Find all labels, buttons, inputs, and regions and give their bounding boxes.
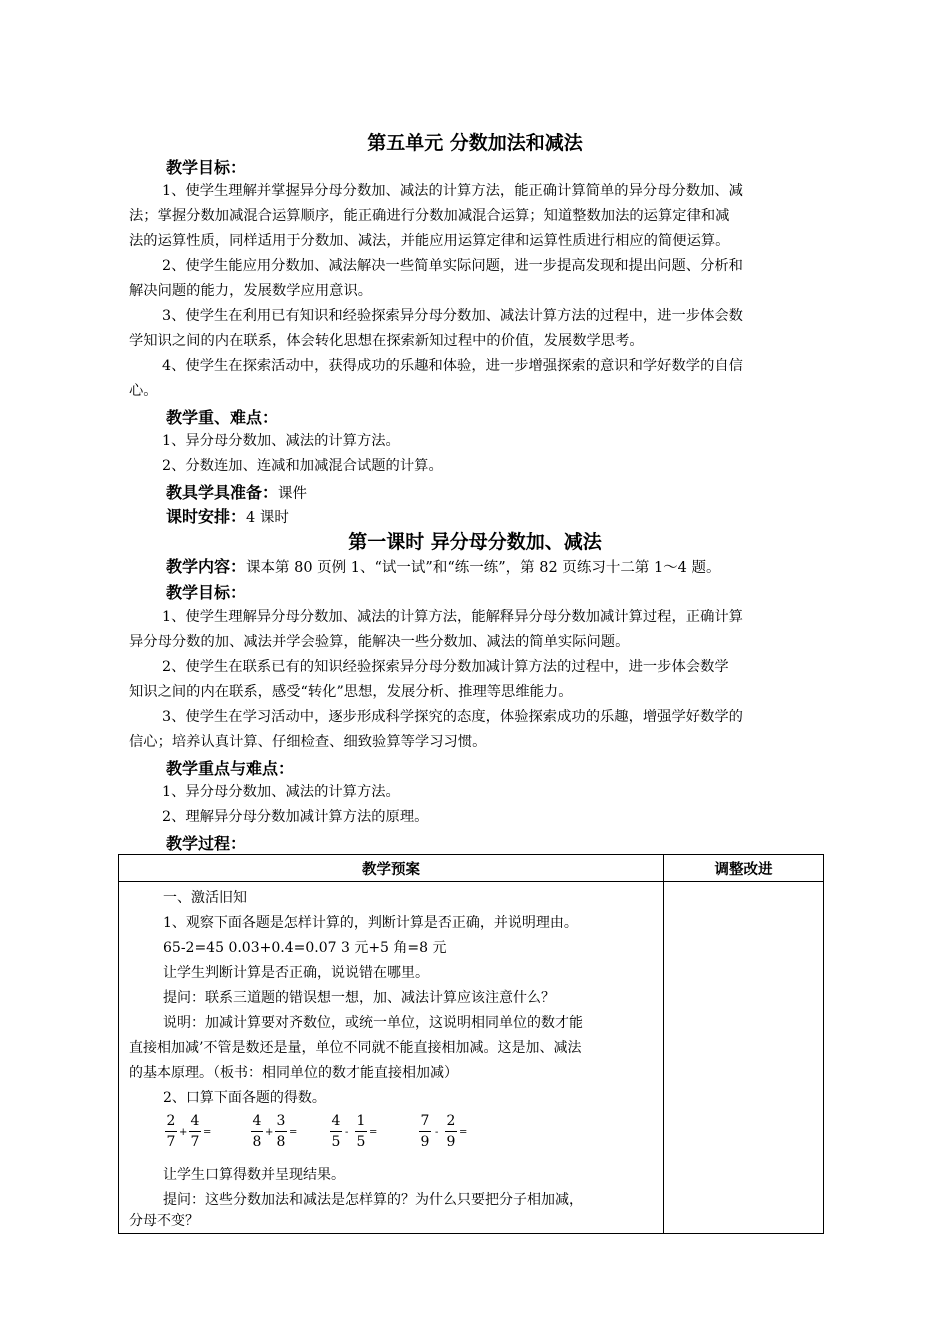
- lesson-key-point-2: 2、理解异分母分数加减计算方法的原理。: [162, 809, 429, 825]
- col-header-plan: 教学预案: [119, 855, 664, 882]
- plan-line: 直接相加减’不管是数还是量，单位不同就不能直接相加减。这是加、减法: [129, 1040, 582, 1056]
- tools-line: 教具学具准备：课件: [166, 483, 308, 502]
- goal-1-line-3: 法的运算性质，同样适用于分数加、减法，并能应用运算定律和运算性质进行相应的简便运算。: [129, 233, 730, 249]
- goal-4-line-2: 心。: [129, 383, 158, 399]
- goal-1-line-1: 1、使学生理解并掌握异分母分数加、减法的计算方法，能正确计算简单的异分母分数加、减: [162, 183, 743, 199]
- col-header-adjust: 调整改进: [664, 855, 824, 882]
- plan-line: 说明：加减计算要对齐数位，或统一单位，这说明相同单位的数才能: [163, 1015, 583, 1031]
- goals-heading: 教学目标：: [166, 158, 247, 177]
- plan-line: 1、观察下面各题是怎样计算的，判断计算是否正确，并说明理由。: [163, 915, 578, 931]
- key-heading: 教学重、难点：: [166, 408, 279, 427]
- lesson-goal-3-line-2: 信心；培养认真计算、仔细检查、细致验算等学习习惯。: [129, 734, 487, 750]
- plan-line: 65-2=45 0.03+0.4=0.07 3 元+5 角=8 元: [163, 940, 447, 956]
- process-heading: 教学过程：: [166, 834, 247, 853]
- lesson-goal-2-line-1: 2、使学生在联系已有的知识经验探索异分母分数加减计算方法的过程中，进一步体会数学: [162, 659, 729, 675]
- plan-line: 2、口算下面各题的得数。: [163, 1090, 326, 1106]
- lesson-goal-1-line-1: 1、使学生理解异分母分数加、减法的计算方法，能解释异分母分数加减计算过程，正确计算: [162, 609, 743, 625]
- lesson-goal-1-line-2: 异分母分数的加、减法并学会验算，能解决一些分数加、减法的简单实际问题。: [129, 634, 630, 650]
- lesson-title: 第一课时 异分母分数加、减法: [348, 531, 602, 553]
- equals-sign: =: [459, 1127, 468, 1138]
- equals-sign: =: [369, 1127, 378, 1138]
- operator: +: [265, 1127, 274, 1138]
- plan-line: 的基本原理。（板书：相同单位的数才能直接相加减）: [129, 1065, 458, 1081]
- lesson-key-heading: 教学重点与难点：: [166, 759, 295, 778]
- operator: +: [179, 1127, 188, 1138]
- equals-sign: =: [289, 1127, 298, 1138]
- goal-1-line-2: 法；掌握分数加减混合运算顺序，能正确进行分数加减混合运算；知道整数加法的运算定律和减: [129, 208, 730, 224]
- goal-2-line-1: 2、使学生能应用分数加、减法解决一些简单实际问题，进一步提高发现和提出问题、分析和: [162, 258, 743, 274]
- fraction: 3 8: [276, 1113, 286, 1150]
- lesson-goal-3-line-1: 3、使学生在学习活动中，逐步形成科学探究的态度，体验探索成功的乐趣，增强学好数学的: [162, 709, 743, 725]
- adjust-cell: [664, 882, 824, 1234]
- plan-line: 提问：联系三道题的错误想一想，加、减法计算应该注意什么？: [163, 990, 555, 1006]
- operator: -: [345, 1127, 349, 1138]
- goal-3-line-1: 3、使学生在利用已有知识和经验探索异分母分数加、减法计算方法的过程中，进一步体会数: [162, 308, 743, 324]
- goal-4-line-1: 4、使学生在探索活动中，获得成功的乐趣和体验，进一步增强探索的意识和学好数学的自信: [162, 358, 743, 374]
- plan-line: 让学生判断计算是否正确，说说错在哪里。: [163, 965, 429, 981]
- fraction: 2 7: [166, 1113, 176, 1150]
- fraction: 2 9: [446, 1113, 456, 1150]
- fraction: 4 8: [252, 1113, 262, 1150]
- goal-2-line-2: 解决问题的能力，发展数学应用意识。: [129, 283, 373, 299]
- key-point-1: 1、异分母分数加、减法的计算方法。: [162, 433, 400, 449]
- goal-3-line-2: 学知识之间的内在联系，体会转化思想在探索新知过程中的价值，发展数学思考。: [129, 333, 644, 349]
- plan-line: 一、激活旧知: [163, 890, 247, 906]
- plan-cell: [119, 882, 664, 1234]
- plan-line: 让学生口算得数并呈现结果。: [163, 1167, 345, 1183]
- fraction: 4 5: [331, 1113, 341, 1150]
- fraction: 4 7: [190, 1113, 200, 1150]
- unit-title: 第五单元 分数加法和减法: [367, 132, 583, 154]
- lesson-goal-2-line-2: 知识之间的内在联系，感受“转化”思想，发展分析、推理等思维能力。: [129, 684, 573, 700]
- process-table: [118, 854, 824, 1234]
- equals-sign: =: [203, 1127, 212, 1138]
- lesson-key-point-1: 1、异分母分数加、减法的计算方法。: [162, 784, 400, 800]
- plan-line: 提问：这些分数加法和减法是怎样算的？为什么只要把分子相加减，: [163, 1192, 583, 1208]
- fraction: 7 9: [420, 1113, 430, 1150]
- lesson-goals-heading: 教学目标：: [166, 583, 247, 602]
- content-line: 教学内容：课本第 80 页例 1、“试一试”和“练一练”，第 82 页练习十二第 1～4 题。: [166, 557, 721, 576]
- plan-line: 分母不变？: [129, 1213, 199, 1229]
- fraction: 1 5: [356, 1113, 366, 1150]
- key-point-2: 2、分数连加、连减和加减混合试题的计算。: [162, 458, 443, 474]
- schedule-line: 课时安排：4 课时: [166, 507, 289, 526]
- operator: -: [435, 1127, 439, 1138]
